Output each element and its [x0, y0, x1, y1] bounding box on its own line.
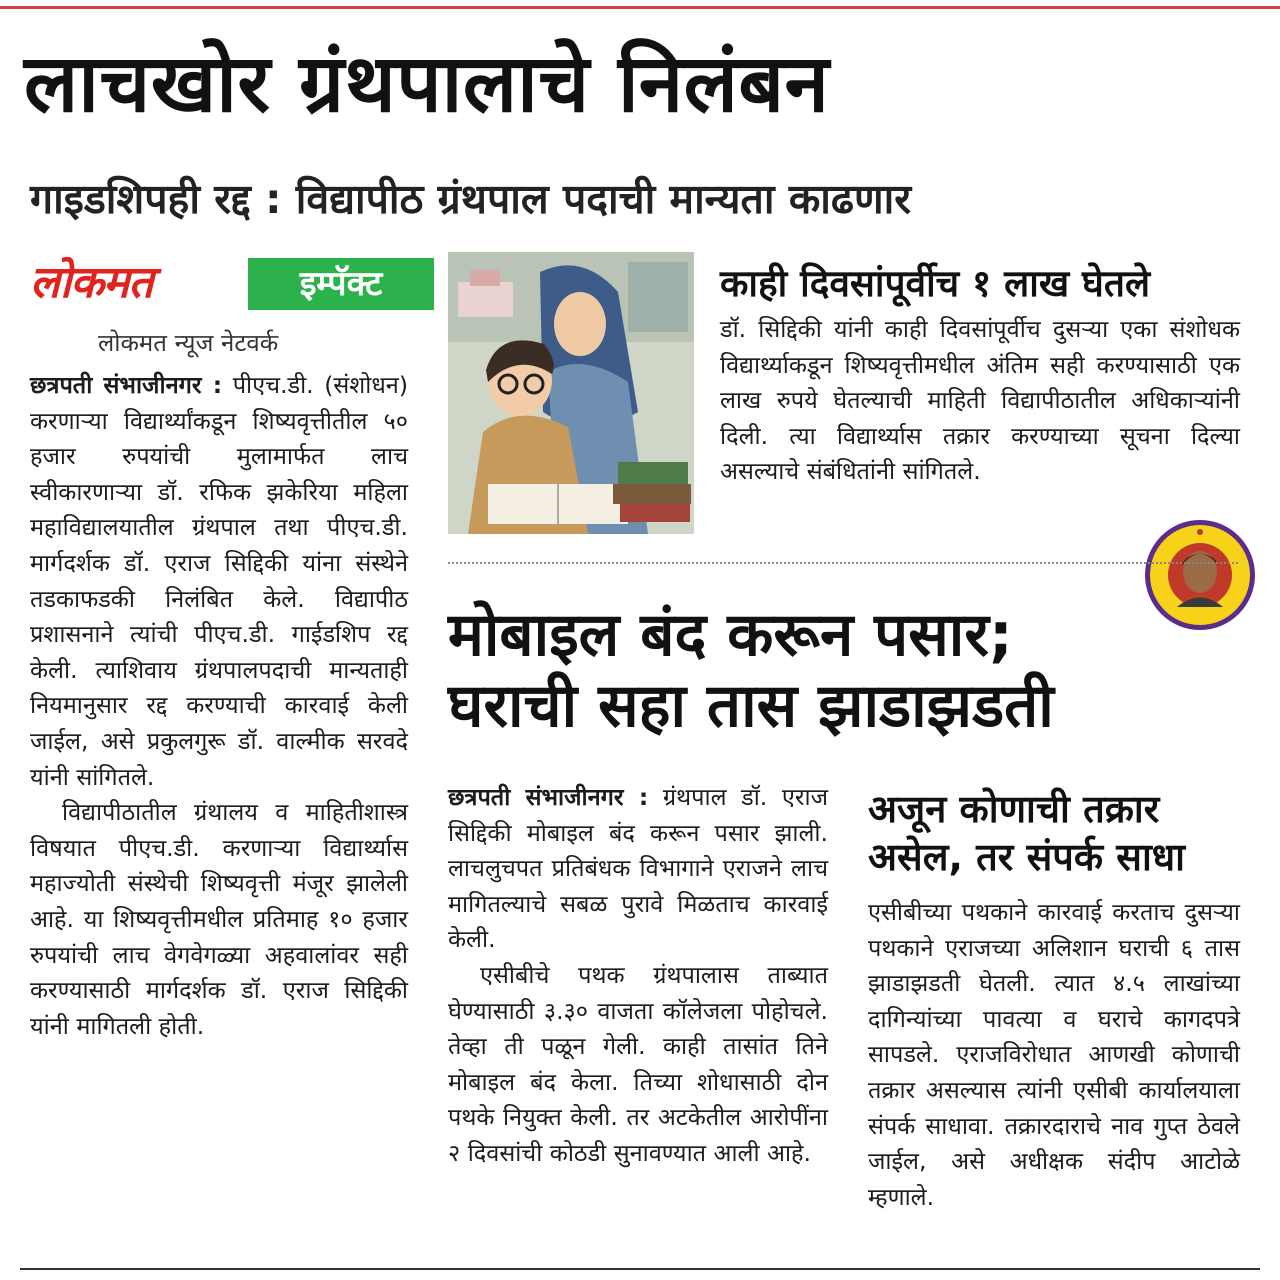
side-story-headline: काही दिवसांपूर्वीच १ लाख घेतले	[720, 262, 1151, 305]
side-story-body: डॉ. सिद्दिकी यांनी काही दिवसांपूर्वीच दुसऱ्या एका संशोधक विद्यार्थ्याकडून शिष्यवृत्तीमधील अंतिम सही करण्यासाठी एक लाख रुपये घेतल्याची माहिती विद्यापीठातील अधिकाऱ्यांनी दिली. त्या विद्यार्थ्यास तक्रार करण्याच्या सूचना दिल्या असल्याचे संबंधितांनी सांगितले.	[720, 315, 1240, 486]
bottom-rule	[20, 1268, 1260, 1270]
mid-dateline: छत्रपती संभाजीनगर :	[448, 783, 649, 811]
right-headline-line1: अजून कोणाची तक्रार	[868, 787, 1160, 831]
right-headline-line2: असेल, तर संपर्क साधा	[868, 834, 1186, 879]
impact-label: इम्पॅक्ट	[248, 258, 434, 310]
main-para1-text: पीएच.डी. (संशोधन) करणाऱ्या विद्यार्थ्यांकडून शिष्यवृत्तीतील ५० हजार रुपयांची मुलामार्फत लाच स्वीकारणाऱ्या डॉ. रफिक झकेरिया महिला महाविद्यालयातील ग्रंथपाल तथा पीएच.डी. मार्गदर्शक डॉ. एराज सिद्दिकी यांना संस्थेने तडकाफडकी निलंबित केले. विद्यापीठ प्रशासनाने त्यांची पीएच.डी. गाईडशिप रद्द केली. त्याशिवाय ग्रंथपालपदाची मान्यताही नियमानुसार रद्द करण्याची कारवाई केली जाईल, असे प्रकुलगुरू डॉ. वाल्मीक सरवदे यांनी सांगितले.	[30, 371, 408, 791]
page-subheadline: गाइडशिपही रद्द : विद्यापीठ ग्रंथपाल पदाची मान्यता काढणार	[30, 175, 912, 223]
page-headline: लाचखोर ग्रंथपालाचे निलंबन	[24, 37, 830, 130]
mid-headline-line1: मोबाइल बंद करून पसार;	[448, 600, 1013, 670]
mid-story-para2: एसीबीचे पथक ग्रंथपालास ताब्यात घेण्यासाठी ३.३० वाजता कॉलेजला पोहोचले. तेव्हा ती पळून गेली. काही तासांत तिने मोबाइल बंद केला. तिच्या शोधासाठी दोन पथके नियुक्त केली. तर अटकेतील आरोपींना २ दिवसांची कोठडी सुनावण्यात आली आहे.	[448, 960, 828, 1167]
section-divider	[448, 562, 1238, 564]
main-story-para2: विद्यापीठातील ग्रंथालय व माहितीशास्त्र विषयात पीएच.डी. करणाऱ्या विद्यार्थ्यास महाज्योती संस्थेची शिष्यवृत्ती मंजूर झालेली आहे. या शिष्यवृत्तीमधील प्रतिमाह १० हजार रुपयांची लाच वेगवेगळ्या अहवालांवर सही करण्यासाठी मार्गदर्शक डॉ. एराज सिद्दिकी यांनी मागितली होती.	[30, 798, 408, 1040]
right-story-body: एसीबीच्या पथकाने कारवाई करताच दुसऱ्या पथकाने एराजच्या अलिशान घराची ६ तास झाडाझडती घेतली. त्यात ४.५ लाखांच्या दागिन्यांच्या पावत्या व घराचे कागदपत्रे सापडले. एराजविरोधात आणखी कोणाची तक्रार असल्यास त्यांनी एसीबी कार्यालयाला संपर्क साधावा. तक्रारदाराचे नाव गुप्त ठेवले जाईल, असे अधीक्षक संदीप आटोळे म्हणाले.	[868, 898, 1240, 1211]
mid-headline-line2: घराची सहा तास झाडाझडती	[448, 670, 1054, 741]
main-dateline: छत्रपती संभाजीनगर :	[30, 371, 223, 399]
mid-story-para1	[448, 780, 828, 958]
mid-story-headline	[448, 600, 1248, 742]
top-rule	[0, 6, 1280, 9]
main-story-column	[30, 368, 408, 1044]
lokmat-logo: लोकमत	[30, 257, 153, 308]
badge-org	[1143, 518, 1144, 519]
main-story-para1	[30, 368, 408, 795]
mid-story-column	[448, 780, 828, 1172]
mid-para1-text: ग्रंथपाल डॉ. एराज सिद्दिकी मोबाइल बंद करून पसार झाली. लाचलुचपत प्रतिबंधक विभागाने एराजने लाच मागितल्याचे सबळ पुरावे मिळताच कारवाई केली.	[448, 783, 829, 954]
byline: लोकमत न्यूज नेटवर्क	[98, 329, 279, 357]
right-story-headline	[868, 786, 1258, 881]
lokmat-impact-masthead	[30, 254, 405, 312]
story-illustration	[448, 252, 694, 534]
